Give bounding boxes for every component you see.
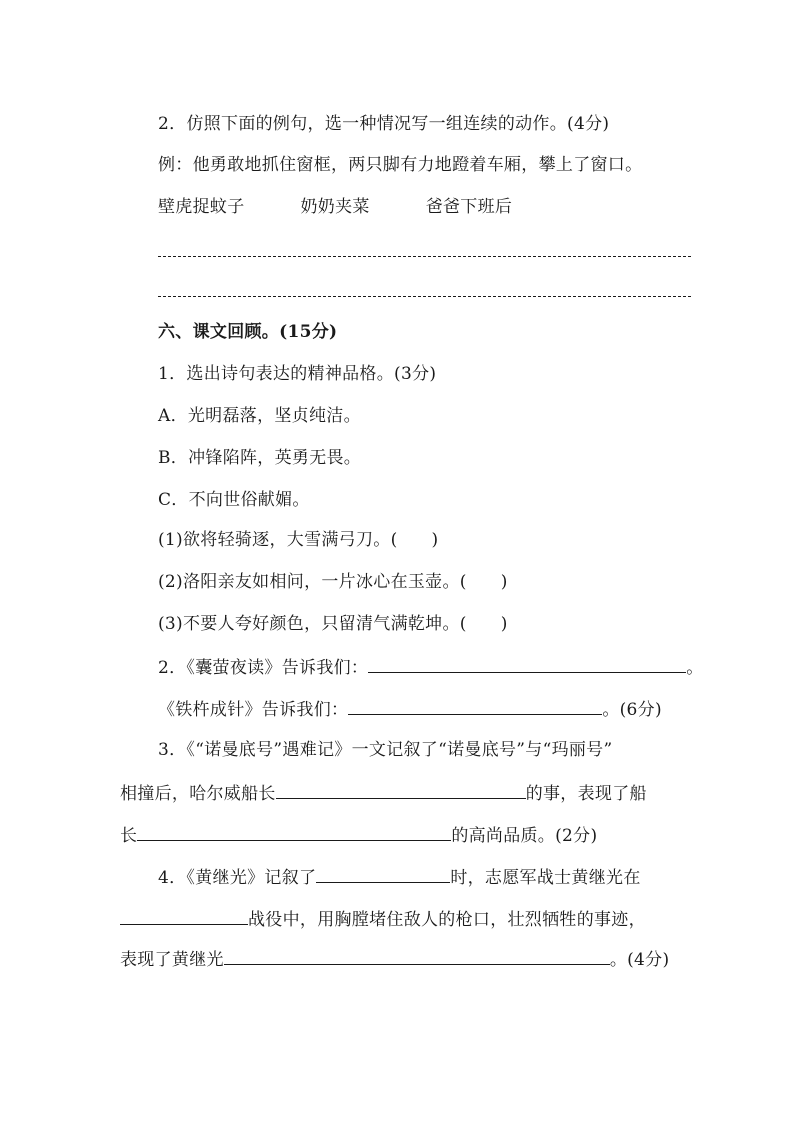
- option-list: [158, 195, 512, 219]
- answer-line-1[interactable]: [158, 256, 691, 257]
- fill-blank-spirit[interactable]: [224, 946, 610, 965]
- choice-a: A．光明磊落，坚贞纯洁。: [158, 406, 361, 426]
- section-6-q4-line-3: 表现了黄继光 。(4分): [120, 946, 669, 972]
- option-dad: 爸爸下班后: [425, 197, 513, 217]
- option-gecko: 壁虎捉蚊子: [158, 197, 245, 217]
- section-6-q4-line-1: 4．《黄继光》记叙了 时，志愿军战士黄继光在: [158, 864, 641, 890]
- option-grandma: 奶奶夹菜: [300, 197, 370, 217]
- section-6-q3-line-2: 相撞后，哈尔威船长 的事，表现了船: [120, 780, 647, 806]
- section-6-q4-line-2: 战役中，用胸膛堵住敌人的枪口，壮烈牺牲的事迹，: [120, 906, 646, 932]
- fill-blank-captain-quality[interactable]: [137, 822, 451, 841]
- choice-c: C．不向世俗献媚。: [158, 490, 310, 510]
- poem-item-3: (3)不要人夸好颜色，只留清气满乾坤。( ): [158, 614, 508, 634]
- poem-item-1: (1)欲将轻骑逐，大雪满弓刀。( ): [158, 530, 439, 550]
- fill-blank-story-1[interactable]: [368, 654, 686, 673]
- example-sentence: 例：他勇敢地抓住窗框，两只脚有力地蹬着车厢，攀上了窗口。: [158, 155, 643, 175]
- fill-blank-time[interactable]: [316, 864, 450, 883]
- question-2-prompt: 2．仿照下面的例句，选一种情况写一组连续的动作。(4分): [158, 114, 610, 134]
- section-6-q2-line-2: 《铁杵成针》告诉我们： 。(6分): [158, 696, 662, 722]
- section-6-q3-line-1: 3．《“诺曼底号”遇难记》一文记叙了“诺曼底号”与“玛丽号”: [158, 740, 613, 760]
- fill-blank-battle[interactable]: [120, 906, 248, 925]
- answer-line-2[interactable]: [158, 296, 691, 297]
- poem-item-2: (2)洛阳亲友如相问，一片冰心在玉壶。( ): [158, 572, 508, 592]
- section-6-title: 六、课文回顾。(15分): [158, 322, 338, 342]
- choice-b: B．冲锋陷阵，英勇无畏。: [158, 448, 362, 468]
- section-6-q3-line-3: 长 的高尚品质。(2分): [120, 822, 597, 848]
- fill-blank-captain-action[interactable]: [276, 780, 526, 799]
- section-6-q2-line-1: 2．《囊萤夜读》告诉我们： 。: [158, 654, 704, 680]
- fill-blank-story-2[interactable]: [348, 696, 602, 715]
- section-6-q1-prompt: 1．选出诗句表达的精神品格。(3分): [158, 364, 437, 384]
